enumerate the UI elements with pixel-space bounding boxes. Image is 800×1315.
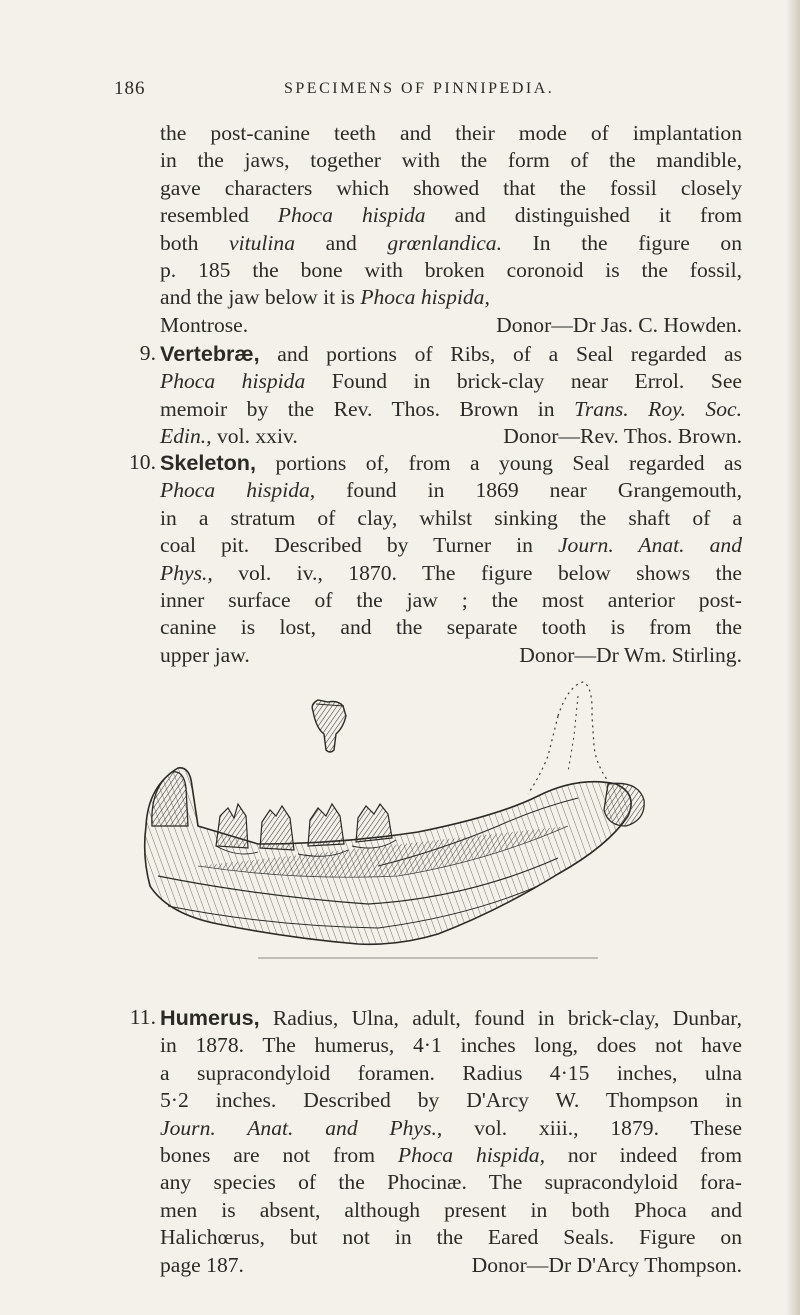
page-edge-shadow xyxy=(786,0,800,1315)
text-line: in a stratum of clay, whilst sinking the shaft of a xyxy=(160,505,742,530)
text-line: a supracondyloid foramen. Radius 4·15 inches, ulna xyxy=(160,1060,742,1085)
entry-number: 11. xyxy=(129,1005,156,1029)
entry-number: 10. xyxy=(129,450,156,474)
donor-line: upper jaw. Donor—Dr Wm. Stirling. xyxy=(160,642,742,669)
donor: Donor—Dr D'Arcy Thompson. xyxy=(471,1252,742,1277)
text-line: in 1878. The humerus, 4·1 inches long, does not have xyxy=(160,1033,742,1058)
text-line: gave characters which showed that the fossil closely xyxy=(160,175,742,200)
species-name: grœnlandica. xyxy=(387,230,502,255)
specimen-title: Skeleton, xyxy=(160,450,257,475)
text-line: Phys., vol. iv., 1870. The figure below shows the xyxy=(160,560,742,585)
journal-name: Edin., xyxy=(160,424,212,449)
text-line: Vertebræ, and portions of Ribs, of a Seal regarded as xyxy=(160,341,742,366)
text-line: in the jaws, together with the form of the mandible, xyxy=(160,148,742,173)
donor: Donor—Dr Wm. Stirling. xyxy=(519,642,742,667)
specimen-title: Humerus, xyxy=(160,1005,260,1030)
species-name: Phoca hispida xyxy=(277,203,426,228)
text-line: 5·2 inches. Described by D'Arcy W. Thompson in xyxy=(160,1088,742,1113)
jaw-illustration xyxy=(138,676,658,966)
canine-tooth xyxy=(152,772,188,826)
species-name: vitulina xyxy=(229,230,295,255)
entry-9 xyxy=(139,340,743,451)
page-header xyxy=(114,78,734,106)
text-line: resembled Phoca hispida and distinguished it from xyxy=(160,203,742,228)
text-line: any species of the Phocinæ. The supracondyloid fora- xyxy=(160,1170,742,1195)
coronoid-outline xyxy=(558,682,608,781)
text-line: memoir by the Rev. Thos. Brown in Trans. Roy. Soc. xyxy=(160,396,742,421)
text-line: inner surface of the jaw ; the most anterior post- xyxy=(160,588,742,613)
species-name: Phoca hispida xyxy=(160,369,306,394)
entry-number: 9. xyxy=(139,341,156,365)
text-line: men is absent, although present in both Phoca and xyxy=(160,1197,742,1222)
condyle xyxy=(604,783,644,826)
text-line: p. 185 the bone with broken coronoid is the fossil, xyxy=(160,258,742,283)
donor: Donor—Rev. Thos. Brown. xyxy=(503,424,742,449)
donor-line: Edin., vol. xxiv. Donor—Rev. Thos. Brown. xyxy=(160,423,742,450)
text-line: Halichœrus, but not in the Eared Seals. Figure on xyxy=(160,1225,742,1250)
journal-name: Phys., xyxy=(160,560,213,585)
page-number: 186 xyxy=(114,78,146,99)
text-line: coal pit. Described by Turner in Journ. Anat. and xyxy=(160,533,742,558)
journal-name: Trans. Roy. Soc. xyxy=(574,396,742,421)
text-line: bones are not from Phoca hispida, nor indeed from xyxy=(160,1143,743,1168)
text-line: Skeleton, portions of, from a young Seal regarded as xyxy=(160,450,742,475)
text-line: the post-canine teeth and their mode of implantation xyxy=(160,121,742,145)
species-name: Phoca hispida, xyxy=(160,478,316,503)
entry-11 xyxy=(129,1004,743,1279)
text-line: Humerus, Radius, Ulna, adult, found in brick-clay, Dunbar, xyxy=(160,1005,742,1030)
entry-8-continuation xyxy=(160,120,742,339)
specimen-title: Vertebræ, xyxy=(160,341,260,366)
text-line: Phoca hispida, found in 1869 near Grangemouth, xyxy=(160,478,742,503)
journal-name: Journ. Anat. and Phys., xyxy=(160,1115,443,1140)
donor-line xyxy=(160,312,742,339)
text-line: both vitulina and grœnlandica. In the figure on xyxy=(160,230,742,255)
donor-line: page 187. Donor—Dr D'Arcy Thompson. xyxy=(160,1252,742,1279)
separate-tooth xyxy=(312,700,346,752)
entry-10 xyxy=(129,449,742,669)
mandible-engraving xyxy=(138,676,658,966)
text-line: canine is lost, and the separate tooth is from the xyxy=(160,615,742,640)
running-title: SPECIMENS OF PINNIPEDIA. xyxy=(284,80,555,97)
locality: Montrose. xyxy=(160,312,249,337)
species-name: Phoca hispida, xyxy=(360,285,490,310)
mandible-body xyxy=(145,768,631,944)
text-line: Phoca hispida Found in brick-clay near Errol. See xyxy=(160,369,743,394)
text-line: and the jaw below it is Phoca hispida, xyxy=(160,285,490,310)
journal-name: Journ. Anat. and xyxy=(557,533,742,558)
text-line: Journ. Anat. and Phys., vol. xiii., 1879. These xyxy=(160,1115,742,1140)
species-name: Phoca hispida, xyxy=(397,1143,545,1168)
donor: Donor—Dr Jas. C. Howden. xyxy=(496,312,742,337)
